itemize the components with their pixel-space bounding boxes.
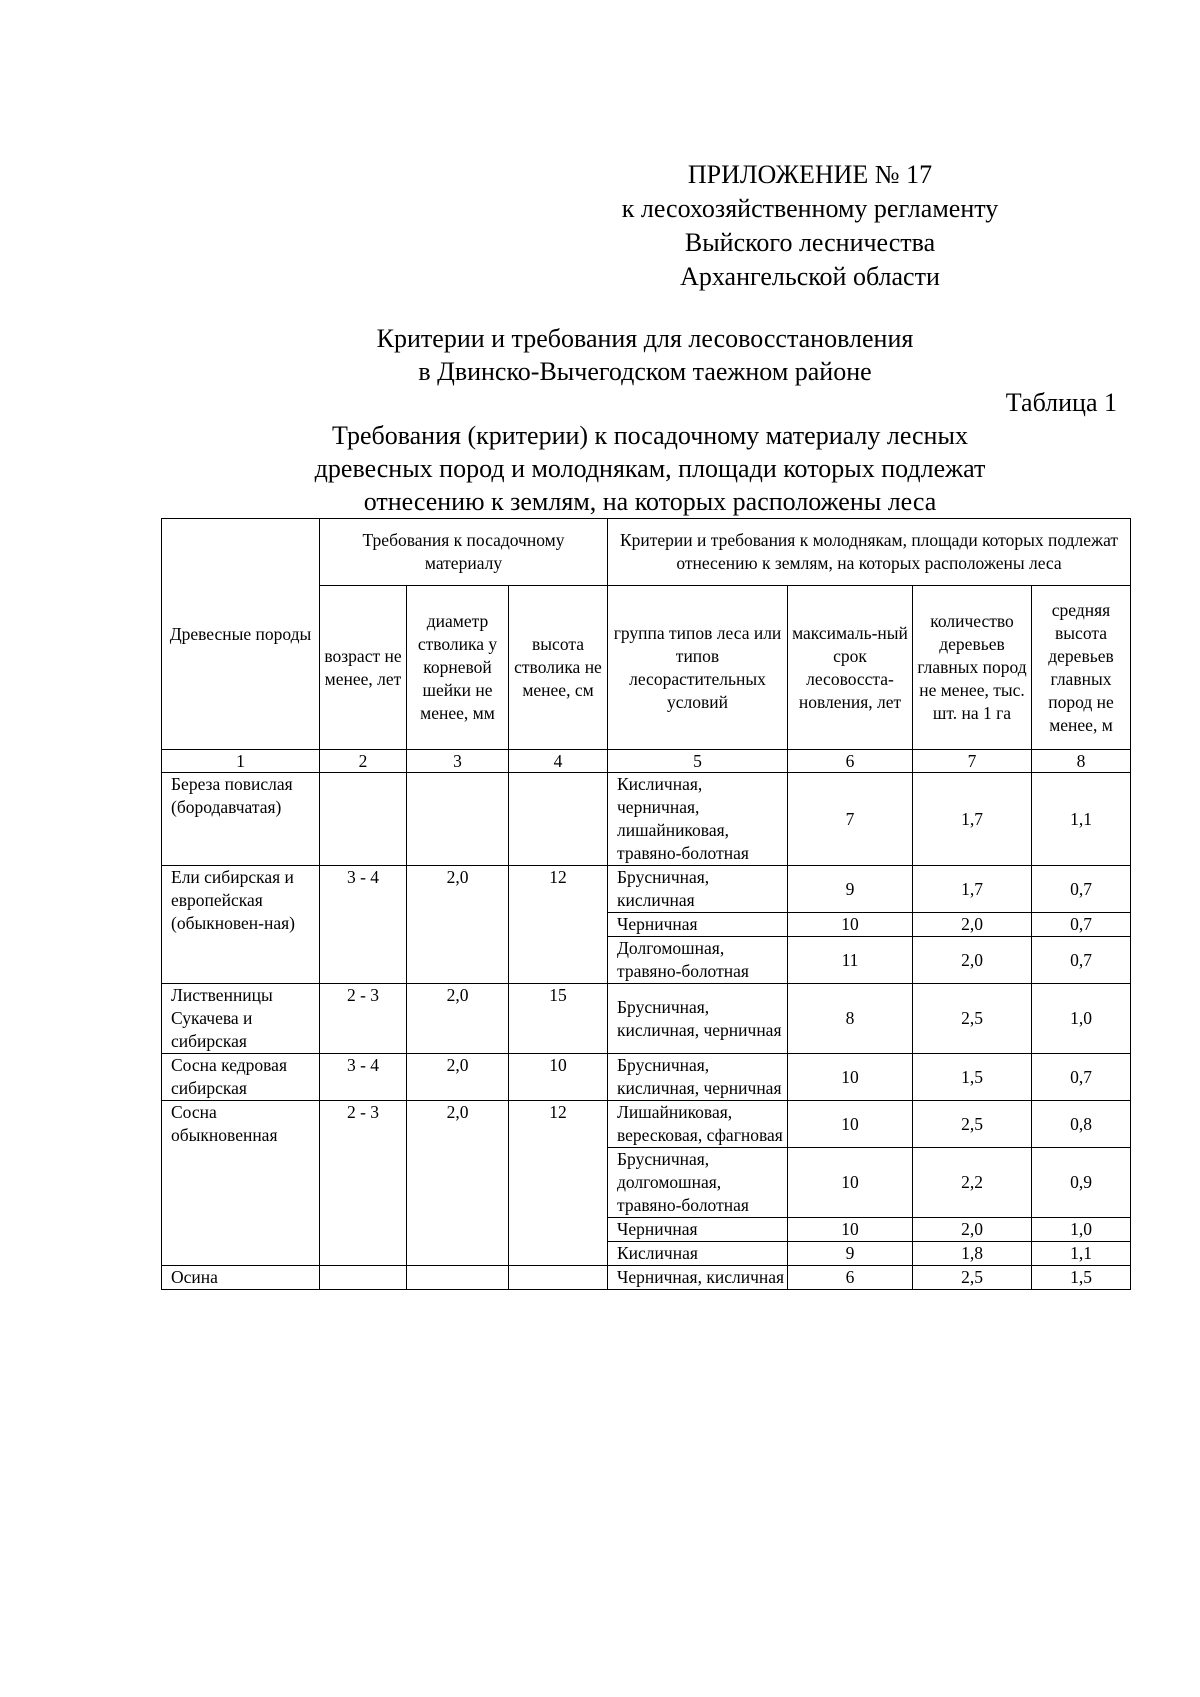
forest-type-cell: Черничная — [608, 913, 788, 937]
tree-count-cell: 1,5 — [913, 1054, 1032, 1101]
table-row — [162, 984, 1131, 1054]
avg-height-cell: 1,1 — [1032, 1242, 1131, 1266]
table-number: Таблица 1 — [1005, 388, 1117, 417]
header-species: Древесные породы — [162, 519, 320, 750]
header-young-stands: Критерии и требования к молоднякам, площади которых подлежат отнесению к землям, на которых расположены леса — [608, 519, 1131, 586]
column-number: 6 — [788, 750, 913, 773]
avg-height-cell: 0,7 — [1032, 937, 1131, 984]
column-number: 5 — [608, 750, 788, 773]
height-cell — [509, 773, 608, 866]
tree-count-cell: 2,5 — [913, 1101, 1032, 1148]
column-number: 7 — [913, 750, 1032, 773]
avg-height-cell: 0,9 — [1032, 1148, 1131, 1218]
header-planting-material: Требования к посадочному материалу — [320, 519, 608, 586]
document-title — [0, 322, 1200, 388]
tree-count-cell: 2,5 — [913, 1266, 1032, 1290]
appendix-regulation: к лесохозяйственному регламенту — [621, 194, 999, 223]
table-caption — [160, 419, 1140, 518]
forest-type-cell: Брусничная, кисличная, черничная — [608, 984, 788, 1054]
avg-height-cell: 1,0 — [1032, 984, 1131, 1054]
diameter-cell: 2,0 — [407, 1054, 509, 1101]
max-term-cell: 6 — [788, 1266, 913, 1290]
table-row — [162, 773, 1131, 866]
forest-type-cell: Лишайниковая, вересковая, сфагновая — [608, 1101, 788, 1148]
table-row — [162, 866, 1131, 913]
height-cell: 12 — [509, 1101, 608, 1266]
max-term-cell: 10 — [788, 1148, 913, 1218]
avg-height-cell: 1,1 — [1032, 773, 1131, 866]
age-cell: 2 - 3 — [320, 1101, 407, 1266]
age-cell: 2 - 3 — [320, 984, 407, 1054]
species-cell: Сосна обыкновенная — [162, 1101, 320, 1266]
species-cell: Лиственницы Сукачева и сибирская — [162, 984, 320, 1054]
document-title-line: Критерии и требования для лесовосстановления — [376, 324, 914, 353]
avg-height-cell: 1,0 — [1032, 1218, 1131, 1242]
forest-type-cell: Черничная, кисличная — [608, 1266, 788, 1290]
tree-count-cell: 2,0 — [913, 937, 1032, 984]
header-max-term: максималь-ный срок лесовосста-новления, лет — [788, 586, 913, 750]
tree-count-cell: 2,5 — [913, 984, 1032, 1054]
species-cell: Сосна кедровая сибирская — [162, 1054, 320, 1101]
age-cell: 3 - 4 — [320, 866, 407, 984]
table-row — [162, 1101, 1131, 1148]
tree-count-cell: 2,2 — [913, 1148, 1032, 1218]
avg-height-cell: 0,7 — [1032, 1054, 1131, 1101]
diameter-cell — [407, 1266, 509, 1290]
column-number: 1 — [162, 750, 320, 773]
column-number: 2 — [320, 750, 407, 773]
tree-count-cell: 1,7 — [913, 866, 1032, 913]
table-row — [162, 1054, 1131, 1101]
forest-type-cell: Черничная — [608, 1218, 788, 1242]
appendix-header — [580, 158, 1040, 294]
avg-height-cell: 1,5 — [1032, 1266, 1131, 1290]
max-term-cell: 9 — [788, 866, 913, 913]
header-forest-type: группа типов леса или типов лесорастительных условий — [608, 586, 788, 750]
forest-type-cell: Долгомошная, травяно-болотная — [608, 937, 788, 984]
height-cell: 10 — [509, 1054, 608, 1101]
max-term-cell: 7 — [788, 773, 913, 866]
tree-count-cell: 2,0 — [913, 913, 1032, 937]
species-cell: Ели сибирская и европейская (обыкновен-ная) — [162, 866, 320, 984]
forest-type-cell: Кисличная, черничная, лишайниковая, травяно-болотная — [608, 773, 788, 866]
forest-type-cell: Брусничная, кисличная — [608, 866, 788, 913]
header-age: возраст не менее, лет — [320, 586, 407, 750]
forest-type-cell: Брусничная, кисличная, черничная — [608, 1054, 788, 1101]
max-term-cell: 10 — [788, 913, 913, 937]
document-title-line: в Двинско-Вычегодском таежном районе — [418, 357, 872, 386]
diameter-cell: 2,0 — [407, 866, 509, 984]
diameter-cell — [407, 773, 509, 866]
avg-height-cell: 0,8 — [1032, 1101, 1131, 1148]
species-cell: Осина — [162, 1266, 320, 1290]
tree-count-cell: 1,7 — [913, 773, 1032, 866]
tree-count-cell: 2,0 — [913, 1218, 1032, 1242]
age-cell — [320, 1266, 407, 1290]
avg-height-cell: 0,7 — [1032, 913, 1131, 937]
column-numbers-row — [162, 750, 1131, 773]
table-caption-line: древесных пород и молоднякам, площади которых подлежат — [314, 454, 986, 483]
column-number: 4 — [509, 750, 608, 773]
column-number: 8 — [1032, 750, 1131, 773]
requirements-table — [161, 518, 1131, 1290]
age-cell: 3 - 4 — [320, 1054, 407, 1101]
table-caption-line: Требования (критерии) к посадочному материалу лесных — [332, 421, 968, 450]
diameter-cell: 2,0 — [407, 1101, 509, 1266]
tree-count-cell: 1,8 — [913, 1242, 1032, 1266]
appendix-forestry: Выйского лесничества — [684, 228, 936, 257]
diameter-cell: 2,0 — [407, 984, 509, 1054]
species-cell: Береза повислая (бородавчатая) — [162, 773, 320, 866]
age-cell — [320, 773, 407, 866]
column-number: 3 — [407, 750, 509, 773]
avg-height-cell: 0,7 — [1032, 866, 1131, 913]
header-height: высота стволика не менее, см — [509, 586, 608, 750]
max-term-cell: 10 — [788, 1218, 913, 1242]
height-cell: 12 — [509, 866, 608, 984]
header-avg-height: средняя высота деревьев главных пород не менее, м — [1032, 586, 1131, 750]
height-cell: 15 — [509, 984, 608, 1054]
appendix-number: ПРИЛОЖЕНИЕ № 17 — [687, 160, 933, 189]
table-caption-line: отнесению к землям, на которых расположены леса — [363, 487, 937, 516]
max-term-cell: 10 — [788, 1101, 913, 1148]
header-tree-count: количество деревьев главных пород не менее, тыс. шт. на 1 га — [913, 586, 1032, 750]
max-term-cell: 11 — [788, 937, 913, 984]
forest-type-cell: Брусничная, долгомошная, травяно-болотная — [608, 1148, 788, 1218]
forest-type-cell: Кисличная — [608, 1242, 788, 1266]
max-term-cell: 8 — [788, 984, 913, 1054]
max-term-cell: 9 — [788, 1242, 913, 1266]
max-term-cell: 10 — [788, 1054, 913, 1101]
header-diameter: диаметр стволика у корневой шейки не менее, мм — [407, 586, 509, 750]
table-row — [162, 1266, 1131, 1290]
appendix-region: Архангельской области — [680, 262, 940, 291]
height-cell — [509, 1266, 608, 1290]
